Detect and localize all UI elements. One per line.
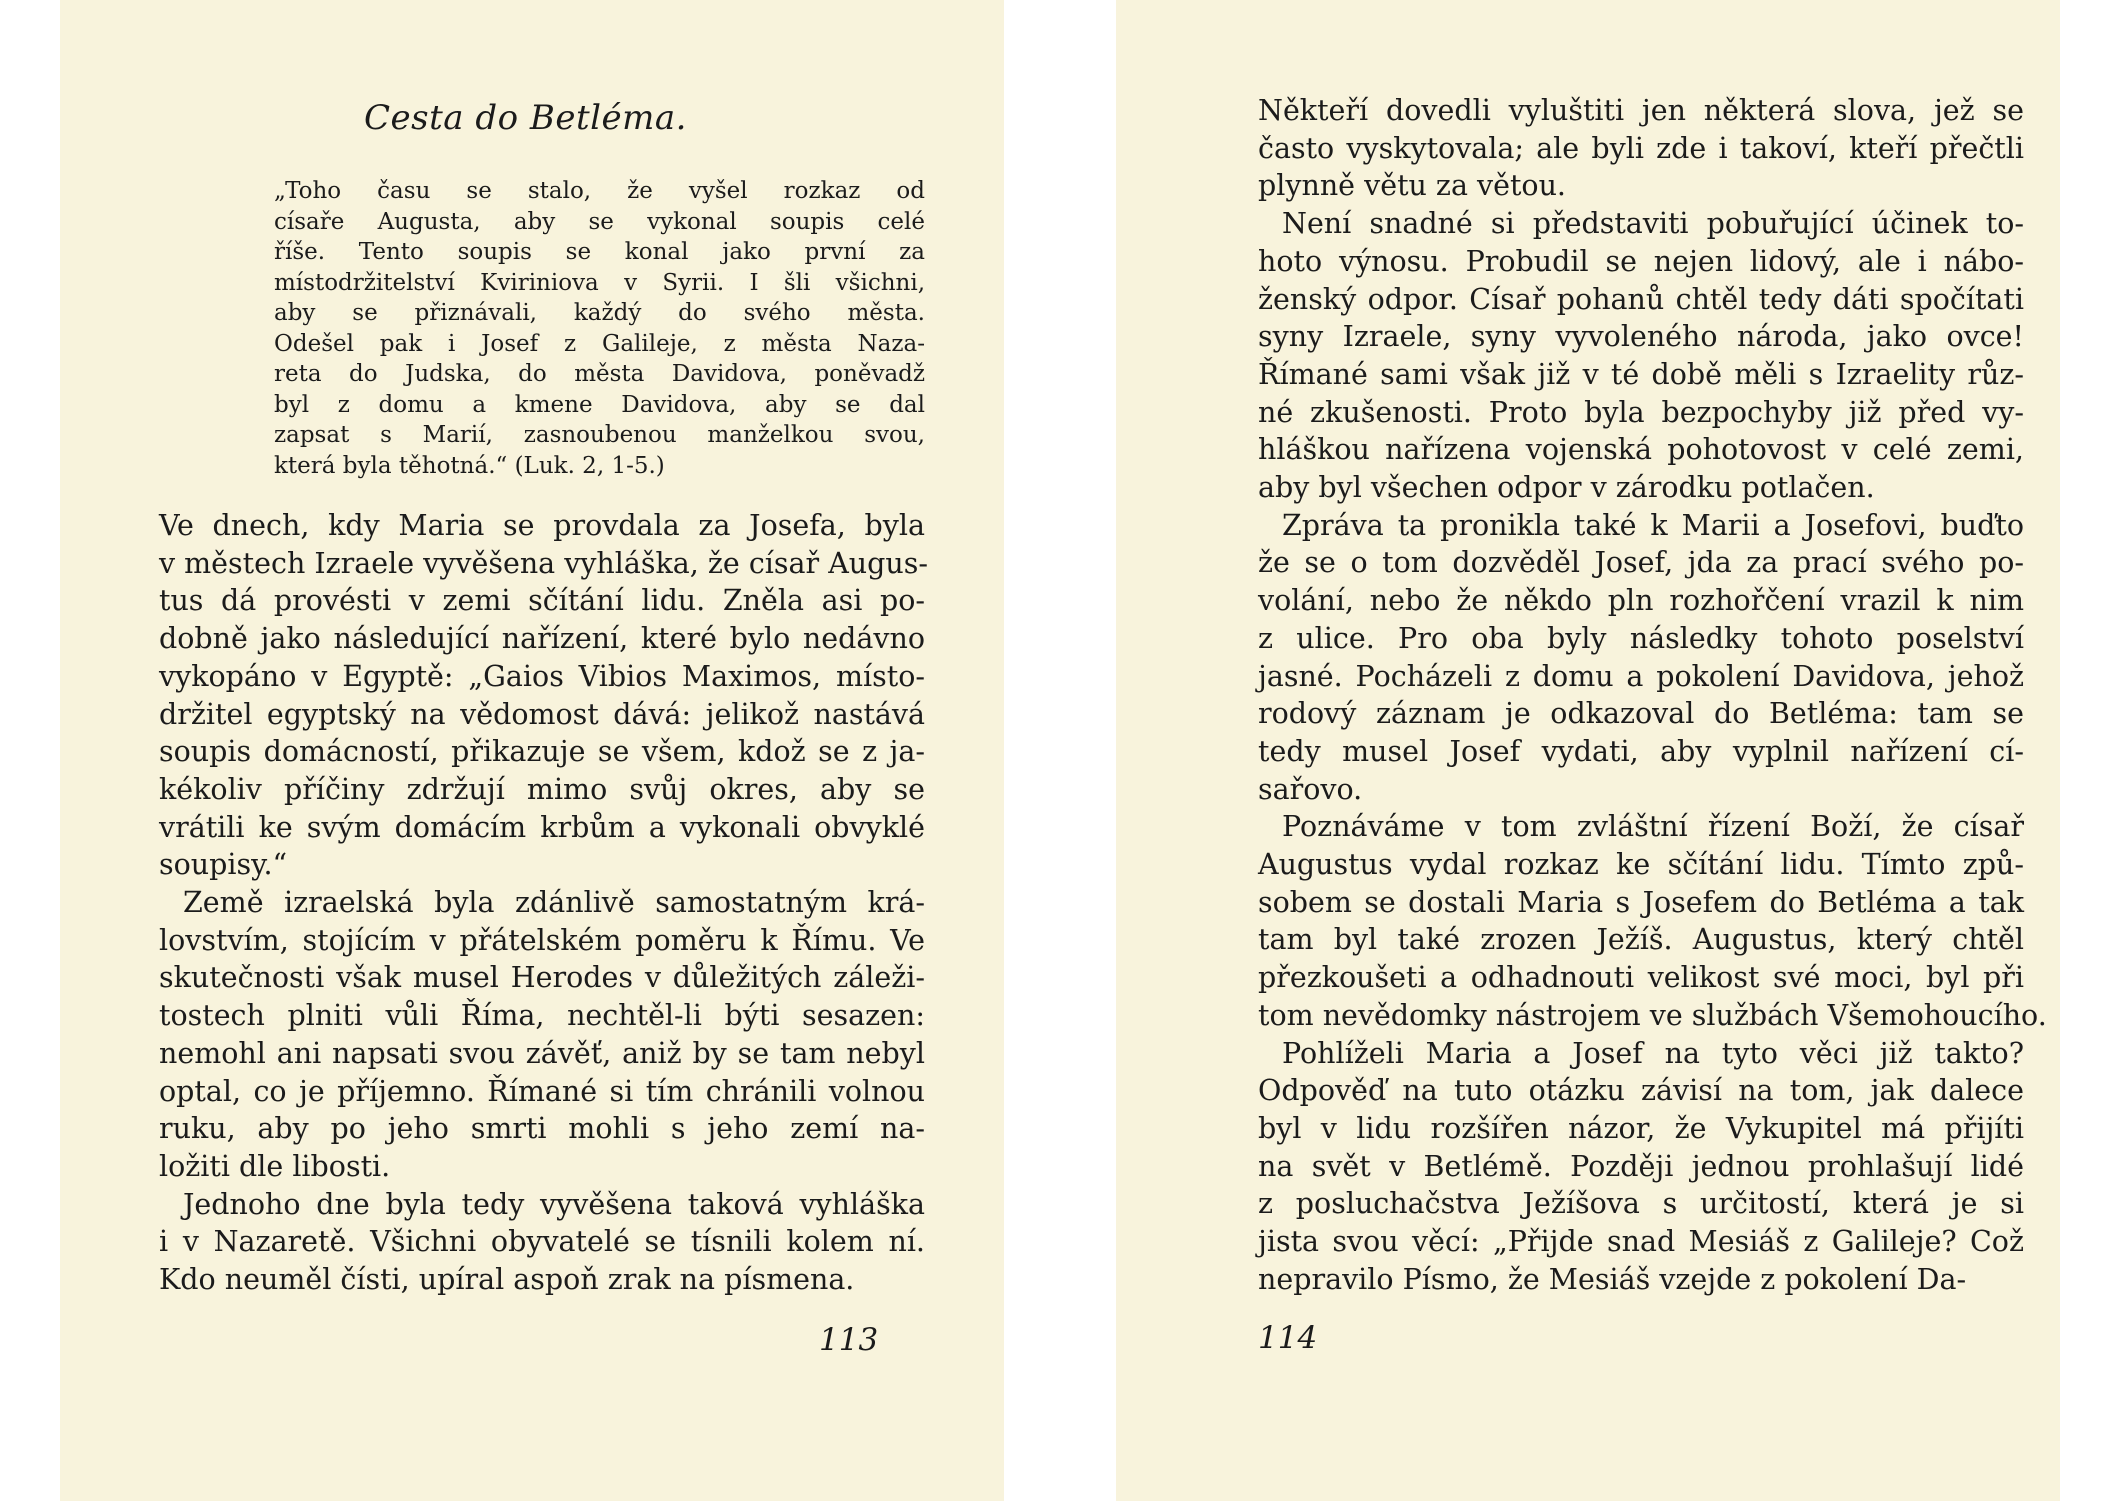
paragraph bbox=[1258, 507, 2024, 809]
text-line: Ve dnech, kdy Maria se provdala za Josefa, byla bbox=[159, 509, 925, 542]
text-line: říše. Tento soupis se konal jako první za bbox=[274, 239, 925, 265]
text-line: byl v lidu rozšířen názor, že Vykupitel má přijíti bbox=[1258, 1111, 2024, 1145]
text-line: nemohl ani napsati svou závěť, aniž by se tam nebyl bbox=[159, 1036, 925, 1070]
text-line: Jednoho dne byla tedy vyvěšena taková vyhláška bbox=[183, 1187, 925, 1221]
text-line: ruku, aby po jeho smrti mohli s jeho zemí na- bbox=[159, 1112, 925, 1146]
right-body-text bbox=[1258, 92, 2047, 1299]
text-line: Zpráva ta pronikla také k Marii a Josefovi, buďto bbox=[1282, 508, 2024, 542]
text-line: skutečnosti však musel Herodes v důležitých záleži- bbox=[159, 961, 925, 995]
text-line: Pohlíželi Maria a Josef na tyto věci již takto? bbox=[1282, 1036, 2024, 1070]
text-line: z ulice. Pro oba byly následky tohoto poselství bbox=[1258, 621, 2024, 655]
text-line: na svět v Betlémě. Později jednou prohlašují lidé bbox=[1258, 1149, 2024, 1183]
text-line: často vyskytovala; ale byli zde i takoví, kteří přečtli bbox=[1258, 131, 2024, 165]
text-line: optal, co je příjemno. Římané si tím chránili volnou bbox=[159, 1074, 925, 1108]
text-line: sobem se dostali Maria s Josefem do Betléma a tak bbox=[1258, 885, 2024, 919]
text-line: tus dá provésti v zemi sčítání lidu. Zněla asi po- bbox=[159, 584, 925, 618]
left-page bbox=[60, 0, 1004, 1501]
paragraph bbox=[1258, 808, 2047, 1034]
text-line: tam byl také zrozen Ježíš. Augustus, který chtěl bbox=[1258, 923, 2024, 957]
page-number-left: 113 bbox=[819, 1322, 879, 1358]
text-line: tom nevědomky nástrojem ve službách Všemohoucího. bbox=[1258, 998, 2047, 1032]
paragraph bbox=[159, 884, 925, 1186]
text-line: tedy musel Josef vydati, aby vyplnil nařízení cí- bbox=[1258, 734, 2024, 768]
paragraph bbox=[1258, 92, 2024, 205]
text-line: vykopáno v Egyptě: „Gaios Vibios Maximos, místo- bbox=[159, 659, 925, 693]
page-number-right: 114 bbox=[1258, 1320, 1318, 1356]
text-line: tostech plniti vůli Říma, nechtěl-li býti sesazen: bbox=[159, 999, 925, 1033]
text-line: císaře Augusta, aby se vykonal soupis celé bbox=[274, 208, 925, 235]
paragraph bbox=[159, 507, 929, 884]
text-line: „Toho času se stalo, že vyšel rozkaz od bbox=[274, 178, 925, 204]
text-line: sařovo. bbox=[1258, 772, 1363, 806]
text-line: která byla těhotná.“ (Luk. 2, 1-5.) bbox=[274, 452, 665, 479]
text-line: byl z domu a kmene Davidova, aby se dal bbox=[274, 391, 925, 418]
text-line: nepravilo Písmo, že Mesiáš vzejde z pokolení Da- bbox=[1258, 1262, 1967, 1296]
text-line: Odpověď na tuto otázku závisí na tom, jak dalece bbox=[1258, 1074, 2024, 1108]
text-line: volání, nebo že někdo pln rozhořčení vrazil k nim bbox=[1258, 584, 2024, 618]
paragraph bbox=[1258, 205, 2024, 507]
text-line: aby byl všechen odpor v zárodku potlačen. bbox=[1258, 471, 1875, 505]
left-body-text bbox=[159, 507, 929, 1299]
text-line: ženský odpor. Císař pohanů chtěl tedy dáti spočítati bbox=[1258, 282, 2024, 316]
text-line: že se o tom dozvěděl Josef, jda za prací svého po- bbox=[1258, 546, 2024, 580]
text-line: lovstvím, stojícím v přátelském poměru k Římu. Ve bbox=[159, 923, 925, 957]
text-line: místodržitelství Kviriniova v Syrii. I šli všichni, bbox=[274, 269, 925, 296]
text-line: přezkoušeti a odhadnouti velikost své moci, byl při bbox=[1258, 961, 2024, 995]
paragraph bbox=[159, 1186, 925, 1299]
text-line: ložiti dle libosti. bbox=[159, 1149, 391, 1183]
chapter-title: Cesta do Betléma. bbox=[364, 98, 687, 138]
text-line: držitel egyptský na vědomost dává: jelikož nastává bbox=[159, 697, 925, 731]
text-line: Římané sami však již v té době měli s Izraelity růz- bbox=[1258, 357, 2024, 391]
right-page bbox=[1116, 0, 2060, 1501]
text-line: jasné. Pocházeli z domu a pokolení Davidova, jehož bbox=[1258, 659, 2024, 693]
text-line: vrátili ke svým domácím krbům a vykonali obvyklé bbox=[159, 810, 925, 844]
text-line: rodový záznam je odkazoval do Betléma: tam se bbox=[1258, 697, 2024, 731]
text-line: soupis domácností, přikazuje se všem, kdož se z ja- bbox=[159, 735, 925, 769]
text-line: i v Nazaretě. Všichni obyvatelé se tísnili kolem ní. bbox=[159, 1225, 925, 1259]
text-line: zapsat s Marií, zasnoubenou manželkou svou, bbox=[274, 422, 925, 448]
text-line: z posluchačstva Ježíšova s určitostí, která je si bbox=[1258, 1187, 2024, 1221]
text-line: hoto výnosu. Probudil se nejen lidový, ale i nábo- bbox=[1258, 244, 2024, 278]
text-line: hláškou nařízena vojenská pohotovost v celé zemi, bbox=[1258, 433, 2024, 467]
text-line: Není snadné si představiti pobuřující účinek to- bbox=[1282, 207, 2024, 241]
text-line: aby se přiznávali, každý do svého města. bbox=[274, 300, 925, 326]
text-line: Někteří dovedli vyluštiti jen některá slova, jež se bbox=[1258, 94, 2024, 127]
paragraph bbox=[1258, 1035, 2024, 1299]
text-line: Odešel pak i Josef z Galileje, z města Naza- bbox=[274, 330, 925, 357]
text-line: dobně jako následující nařízení, které bylo nedávno bbox=[159, 622, 925, 656]
text-line: plynně větu za větou. bbox=[1258, 169, 1566, 203]
text-line: jista svou věcí: „Přijde snad Mesiáš z Galileje? Což bbox=[1258, 1225, 2024, 1259]
text-line: syny Izraele, syny vyvoleného národa, jako ovce! bbox=[1258, 320, 2024, 354]
text-line: Augustus vydal rozkaz ke sčítání lidu. Tímto způ- bbox=[1258, 848, 2024, 882]
text-line: soupisy.“ bbox=[159, 848, 288, 882]
text-line: v městech Izraele vyvěšena vyhláška, že císař Augus- bbox=[159, 546, 929, 580]
text-line: kékoliv příčiny zdržují mimo svůj okres, aby se bbox=[159, 772, 925, 806]
scripture-quote bbox=[274, 176, 925, 481]
text-line: Poznáváme v tom zvláštní řízení Boží, že císař bbox=[1282, 810, 2024, 844]
text-line: reta do Judska, do města Davidova, poněvadž bbox=[274, 361, 925, 387]
text-line: Kdo neuměl čísti, upíral aspoň zrak na písmena. bbox=[159, 1263, 855, 1297]
text-line: né zkušenosti. Proto byla bezpochyby již před vy- bbox=[1258, 395, 2024, 429]
text-line: Země izraelská byla zdánlivě samostatným krá- bbox=[183, 886, 925, 920]
